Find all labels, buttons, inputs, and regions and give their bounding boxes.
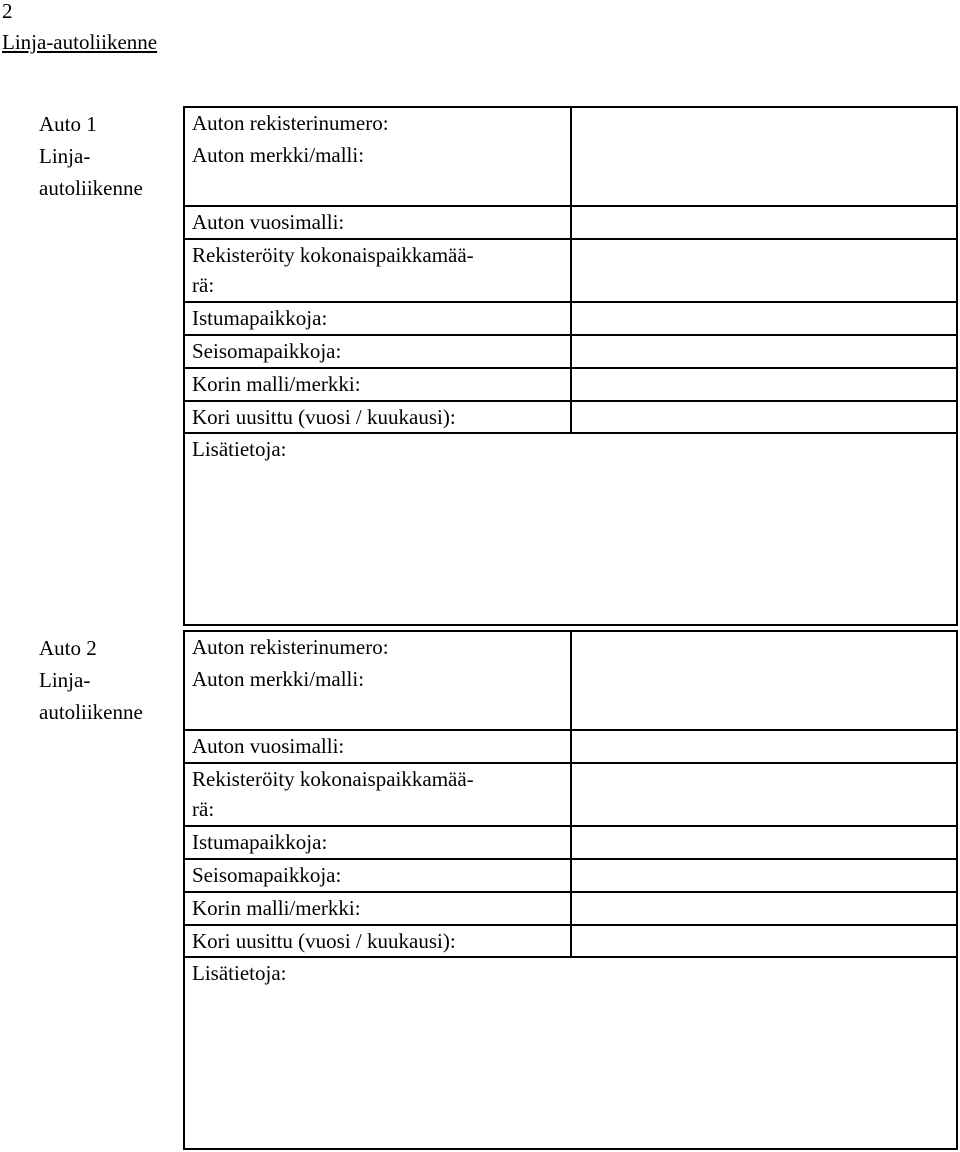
vehicle-1-body-renewed-label: Kori uusittu (vuosi / kuukausi): [183, 401, 571, 433]
vehicle-2-type-line1: Linja- [39, 668, 91, 692]
vehicle-1-total-capacity-field[interactable] [571, 239, 956, 302]
vehicle-2-total-capacity-field[interactable] [571, 763, 956, 826]
vehicle-2-label [39, 632, 184, 728]
vehicle-2-body-model-label: Korin malli/merkki: [183, 892, 571, 925]
vehicle-1-body-model-field[interactable] [571, 368, 956, 401]
vehicle-1-body-renewed-field[interactable] [571, 401, 956, 433]
vehicle-1-body-model-label: Korin malli/merkki: [183, 368, 571, 401]
vehicle-2-standing-field[interactable] [571, 859, 956, 892]
vehicle-1-additional-info-label: Lisätietoja: [192, 437, 287, 461]
vehicle-2-total-capacity-line2: rä: [192, 797, 215, 821]
vehicle-2-body-renewed-label: Kori uusittu (vuosi / kuukausi): [183, 925, 571, 957]
vehicle-1-seats-field[interactable] [571, 302, 956, 335]
vehicle-2-form [183, 632, 956, 1146]
vehicle-1-registration-label: Auton rekisterinumero: [183, 108, 571, 140]
vehicle-1-total-capacity-line2: rä: [192, 273, 215, 297]
vehicle-2-make-model-label: Auton merkki/malli: [183, 664, 571, 730]
vehicle-1-title: Auto 1 [39, 112, 97, 136]
vehicle-1-model-year-label: Auton vuosimalli: [183, 206, 571, 239]
vehicle-2-registration-label: Auton rekisterinumero: [183, 632, 571, 664]
page-heading: Linja-autoliikenne [2, 30, 158, 54]
vehicle-1-form [183, 108, 956, 622]
page-number: 2 [2, 0, 13, 23]
vehicle-2-registration-field[interactable] [571, 632, 956, 730]
vehicle-2-body-model-field[interactable] [571, 892, 956, 925]
vehicle-1-label [39, 108, 184, 204]
vehicle-2-title: Auto 2 [39, 636, 97, 660]
vehicle-2-total-capacity-label [183, 763, 571, 826]
vehicle-1-make-model-label: Auton merkki/malli: [183, 140, 571, 206]
vehicle-2-total-capacity-line1: Rekisteröity kokonaispaikkamää- [192, 767, 474, 791]
vehicle-1-standing-label: Seisomapaikkoja: [183, 335, 571, 368]
vehicle-2-standing-label: Seisomapaikkoja: [183, 859, 571, 892]
vehicle-2-model-year-label: Auton vuosimalli: [183, 730, 571, 763]
vehicle-1-total-capacity-label [183, 239, 571, 302]
vehicle-1-type-line2: autoliikenne [39, 176, 143, 200]
vehicle-1-standing-field[interactable] [571, 335, 956, 368]
vehicle-1-model-year-field[interactable] [571, 206, 956, 239]
vehicle-1-additional-info-field[interactable] [183, 433, 956, 622]
vehicle-1-type-line1: Linja- [39, 144, 91, 168]
vehicle-1-total-capacity-line1: Rekisteröity kokonaispaikkamää- [192, 243, 474, 267]
vehicle-2-body-renewed-field[interactable] [571, 925, 956, 957]
vehicle-2-seats-field[interactable] [571, 826, 956, 859]
vehicle-2-type-line2: autoliikenne [39, 700, 143, 724]
vehicle-2-seats-label: Istumapaikkoja: [183, 826, 571, 859]
vehicle-1-seats-label: Istumapaikkoja: [183, 302, 571, 335]
vehicle-2-additional-info-field[interactable] [183, 957, 956, 1146]
vehicle-2-additional-info-label: Lisätietoja: [192, 961, 287, 985]
vehicle-2-model-year-field[interactable] [571, 730, 956, 763]
vehicle-1-registration-field[interactable] [571, 108, 956, 206]
